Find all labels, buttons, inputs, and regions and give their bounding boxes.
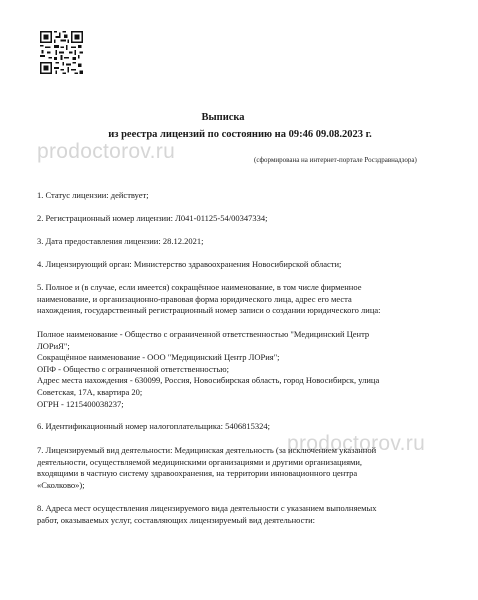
license-date: 3. Дата предоставления лицензии: 28.12.2021; <box>37 236 204 246</box>
activity-addresses: 8. Адреса мест осуществления лицензируемого вида деятельности с указанием выполняемых работ, оказываемых услуг, составляющих лицензируемый вид деятельности: <box>37 503 377 525</box>
address: Адрес места нахождения - 630099, Россия, Новосибирская область, город Новосибирск, улица <box>37 375 380 386</box>
short-name: Сокращённое наименование - ООО "Медицинский Центр ЛОРия"; <box>37 352 280 363</box>
ogrn: ОГРН - 1215400038237; <box>37 398 124 409</box>
organization-details: Полное наименование - Общество с ограниченной ответственностью "Медицинский Центр ЛОРиЯ"; Сокращённое наименование - ООО "Медицинский Центр ЛОРия"; ОПФ - Общество с ограниченной ответственностью; Адрес места нахождения - 630099, Россия, Новосибирская область, город Новосибирск, улица Советская, 17А, квартира 20; ОГРН - 1215400038237; <box>37 329 447 410</box>
tax-id: 6. Идентификационный номер налогоплательщика: 5406815324; <box>37 421 270 431</box>
licensed-activity: 7. Лицензируемый вид деятельности: Медицинская деятельность (за исключением указанной деятельности, осуществляемой медицинскими организациями и другими организациями, входящими в частную систему здравоохранения, на территории инновационного центра «Сколково»); <box>37 445 377 490</box>
generation-note: (сформирована на интернет-портале Росздравнадзора) <box>254 156 417 164</box>
watermark: prodoctorov.ru <box>37 140 176 163</box>
license-status: 1. Статус лицензии: действует; <box>37 190 149 200</box>
document-title: Выписка <box>201 112 245 123</box>
qr-code <box>40 31 83 74</box>
licensing-authority: 4. Лицензирующий орган: Министерство здравоохранения Новосибирской области; <box>37 259 342 269</box>
license-number: 2. Регистрационный номер лицензии: Л041-01125-54/00347334; <box>37 213 268 223</box>
item-5-heading: 5. Полное и (в случае, если имеется) сокращённое наименование, в том числе фирменное наименование, и организационно-правовая форма юридического лица, адрес его места нахождения, государственный регистрационный номер записи о создании юридического лица: <box>37 282 381 316</box>
full-name: Полное наименование - Общество с ограниченной ответственностью "Медицинский Центр <box>37 329 370 339</box>
watermark: prodoctorov.ru <box>287 432 426 455</box>
legal-form: ОПФ - Общество с ограниченной ответственностью; <box>37 363 229 374</box>
document-subtitle: из реестра лицензий по состоянию на 09:46 09.08.2023 г. <box>108 129 372 140</box>
